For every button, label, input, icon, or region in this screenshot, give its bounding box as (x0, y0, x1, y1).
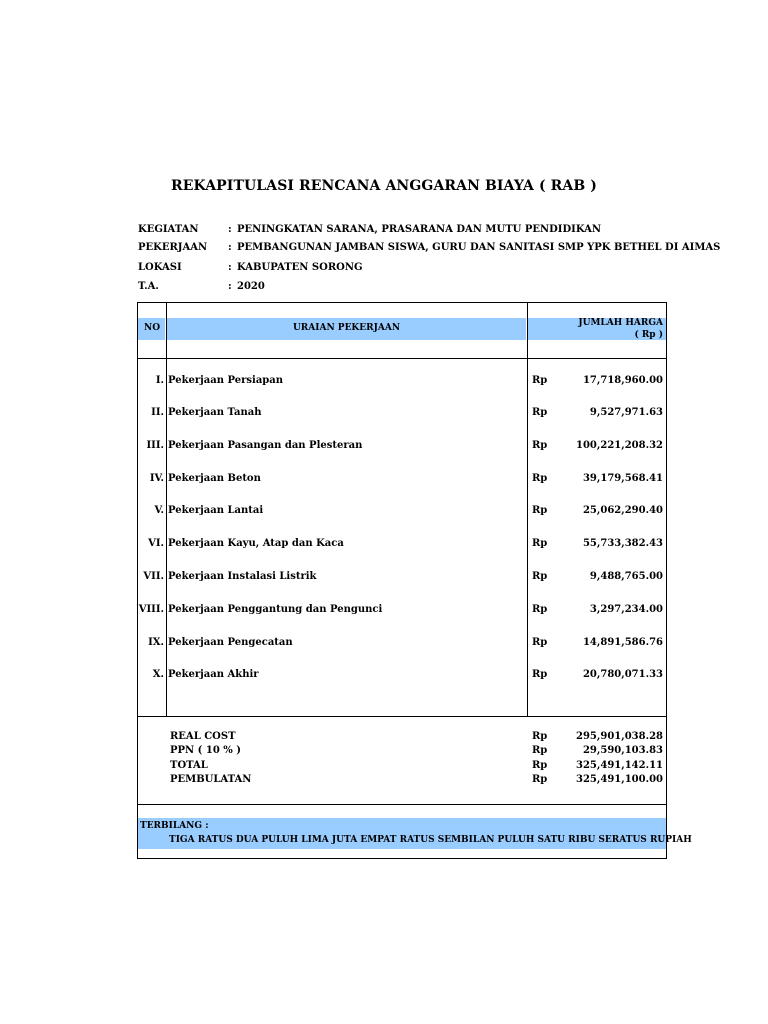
summary-row-total (137, 760, 667, 773)
meta-value: PENINGKATAN SARANA, PRASARANA DAN MUTU PENDIDIKAN (237, 224, 601, 235)
table-row (137, 637, 667, 651)
row-no: V. (154, 505, 164, 516)
meta-label: T.A. (138, 281, 159, 292)
header-jumlah-cell (528, 318, 666, 340)
summary-label: PEMBULATAN (170, 774, 252, 785)
row-no: X. (152, 669, 164, 680)
row-desc: Pekerjaan Instalasi Listrik (168, 571, 317, 582)
header-no-cell (138, 318, 165, 340)
meta-colon: : (228, 242, 232, 253)
header-uraian: URAIAN PEKERJAAN (292, 323, 401, 333)
summary-amount: 295,901,038.28 (576, 731, 663, 742)
row-no: IV. (149, 473, 164, 484)
document-title: REKAPITULASI RENCANA ANGGARAN BIAYA ( RAB ) (171, 178, 597, 194)
row-amount: 20,780,071.33 (582, 669, 663, 680)
row-amount: 9,527,971.63 (589, 407, 663, 418)
row-currency: Rp (532, 637, 548, 648)
row-currency: Rp (532, 604, 548, 615)
table-row (137, 440, 667, 454)
row-no: III. (146, 440, 164, 451)
row-desc: Pekerjaan Persiapan (168, 375, 284, 386)
meta-value: 2020 (237, 281, 265, 292)
header-bottom-line (137, 358, 667, 359)
meta-colon: : (228, 224, 232, 235)
summary-row-ppn (137, 745, 667, 758)
meta-value: KABUPATEN SORONG (237, 262, 363, 273)
row-no: IX. (148, 637, 164, 648)
meta-colon: : (228, 262, 232, 273)
row-currency: Rp (532, 375, 548, 386)
row-amount: 14,891,586.76 (582, 637, 663, 648)
row-currency: Rp (532, 669, 548, 680)
row-currency: Rp (532, 440, 548, 451)
row-amount: 55,733,382.43 (582, 538, 663, 549)
row-amount: 17,718,960.00 (582, 375, 663, 386)
summary-amount: 29,590,103.83 (582, 745, 663, 756)
row-amount: 39,179,568.41 (582, 473, 663, 484)
row-desc: Pekerjaan Tanah (168, 407, 262, 418)
row-currency: Rp (532, 571, 548, 582)
row-currency: Rp (532, 473, 548, 484)
summary-currency: Rp (532, 760, 548, 771)
header-jumlah: JUMLAH HARGA (578, 318, 663, 328)
summary-label: PPN ( 10 % ) (170, 745, 241, 756)
meta-colon: : (228, 281, 232, 292)
table-row (137, 407, 667, 421)
summary-amount: 325,491,100.00 (576, 774, 663, 785)
header-no: NO (144, 323, 161, 333)
table-row (137, 538, 667, 552)
summary-bottom-line (137, 804, 667, 805)
row-desc: Pekerjaan Pengecatan (168, 637, 293, 648)
summary-row-pembulatan (137, 774, 667, 787)
row-amount: 9,488,765.00 (589, 571, 663, 582)
terbilang-label: TERBILANG : (140, 821, 209, 831)
row-no: VIII. (138, 604, 164, 615)
row-desc: Pekerjaan Kayu, Atap dan Kaca (168, 538, 344, 549)
table-row (137, 669, 667, 683)
row-amount: 25,062,290.40 (582, 505, 663, 516)
row-amount: 3,297,234.00 (589, 604, 663, 615)
terbilang-box (138, 818, 692, 849)
row-currency: Rp (532, 505, 548, 516)
row-no: VI. (148, 538, 164, 549)
row-no: VII. (143, 571, 164, 582)
row-desc: Pekerjaan Penggantung dan Pengunci (168, 604, 383, 615)
summary-currency: Rp (532, 745, 548, 756)
row-desc: Pekerjaan Lantai (168, 505, 264, 516)
table-row (137, 604, 667, 618)
row-amount: 100,221,208.32 (576, 440, 663, 451)
meta-value: PEMBANGUNAN JAMBAN SISWA, GURU DAN SANITASI SMP YPK BETHEL DI AIMAS (237, 242, 721, 253)
row-desc: Pekerjaan Beton (168, 473, 261, 484)
meta-label: KEGIATAN (138, 224, 199, 235)
header-jumlah-unit: ( Rp ) (634, 330, 663, 340)
header-uraian-cell (167, 318, 526, 340)
meta-label: PEKERJAAN (138, 242, 208, 253)
row-no: I. (155, 375, 164, 386)
row-currency: Rp (532, 538, 548, 549)
row-currency: Rp (532, 407, 548, 418)
summary-currency: Rp (532, 731, 548, 742)
row-no: II. (151, 407, 164, 418)
terbilang-text: TIGA RATUS DUA PULUH LIMA JUTA EMPAT RATUS SEMBILAN PULUH SATU RIBU SERATUS RUPIAH (169, 835, 692, 845)
row-desc: Pekerjaan Akhir (168, 669, 259, 680)
summary-amount: 325,491,142.11 (576, 760, 663, 771)
items-bottom-line (137, 716, 667, 717)
summary-row-real-cost (137, 731, 667, 744)
row-desc: Pekerjaan Pasangan dan Plesteran (168, 440, 363, 451)
summary-label: REAL COST (170, 731, 236, 742)
table-row (137, 505, 667, 519)
table-row (137, 473, 667, 487)
table-row (137, 571, 667, 585)
meta-label: LOKASI (138, 262, 182, 273)
summary-currency: Rp (532, 774, 548, 785)
table-row (137, 375, 667, 389)
summary-label: TOTAL (170, 760, 208, 771)
